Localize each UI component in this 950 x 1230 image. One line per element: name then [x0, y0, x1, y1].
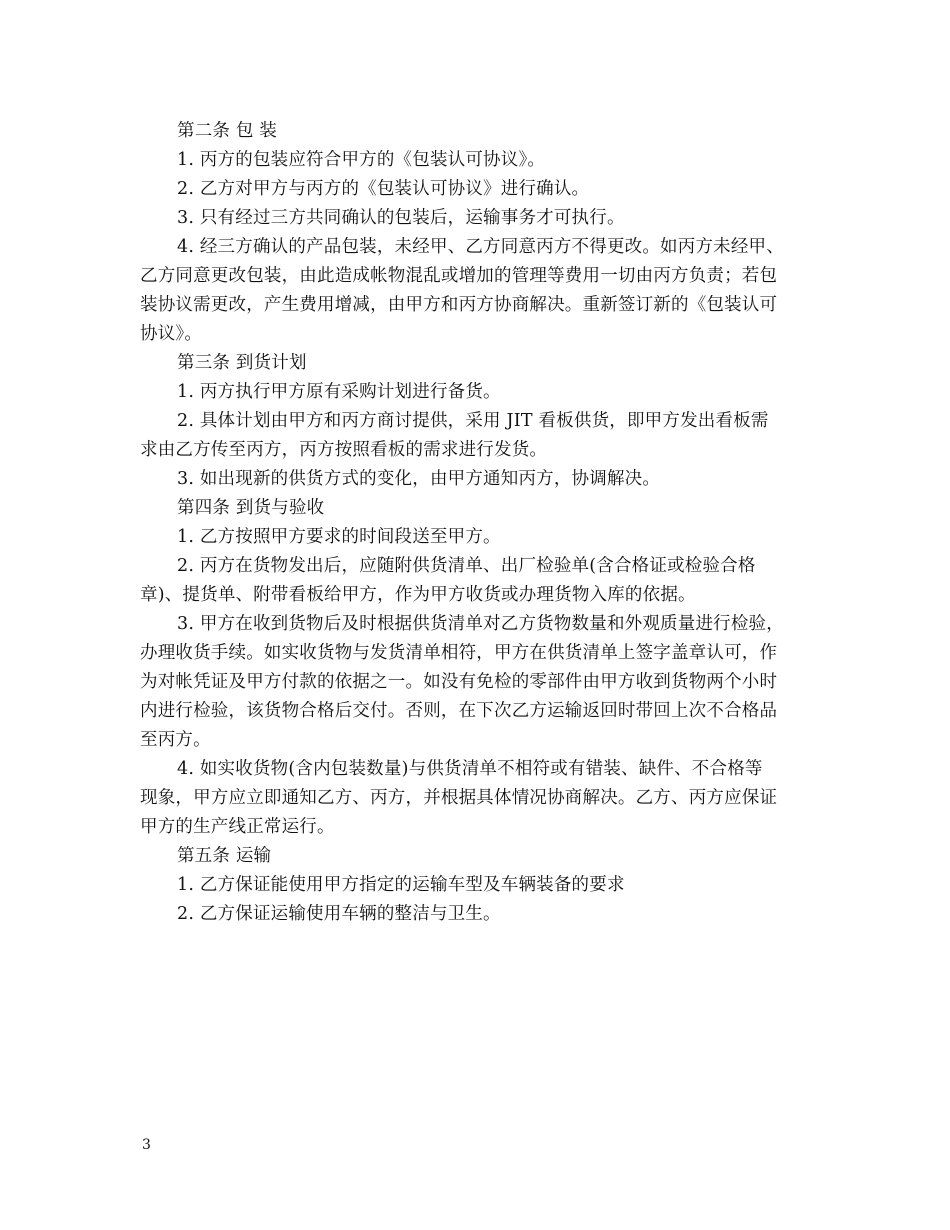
article-4-heading: 第四条 到货与验收 — [177, 498, 325, 518]
article-5-heading: 第五条 运输 — [177, 846, 272, 866]
article-5-item-2: 2. 乙方保证运输使用车辆的整洁与卫生。 — [177, 904, 501, 924]
article-2-item-1: 1. 丙方的包装应符合甲方的《包装认可协议》。 — [177, 150, 546, 170]
article-2-item-3: 3. 只有经过三方共同确认的包装后，运输事务才可执行。 — [177, 208, 625, 228]
article-4-item-4-line-1: 4. 如实收货物(含内包装数量)与供货清单不相符或有错装、缺件、不合格等 — [177, 759, 763, 779]
article-3-item-1: 1. 丙方执行甲方原有采购计划进行备货。 — [177, 382, 501, 402]
document-body — [140, 117, 820, 929]
article-4-item-3-line-3: 为对帐凭证及甲方付款的依据之一。如没有免检的零部件由甲方收到货物两个小时 — [140, 672, 778, 692]
article-4-item-4-line-2: 现象，甲方应立即通知乙方、丙方，并根据具体情况协商解决。乙方、丙方应保证 — [140, 788, 778, 808]
article-4-item-2-line-2: 章)、提货单、附带看板给甲方，作为甲方收货或办理货物入库的依据。 — [140, 585, 696, 605]
article-2-item-4-line-1: 4. 经三方确认的产品包装，未经甲、乙方同意丙方不得更改。如丙方未经甲、 — [177, 237, 784, 257]
article-2-item-4-line-2: 乙方同意更改包装，由此造成帐物混乱或增加的管理等费用一切由丙方负责；若包 — [140, 266, 778, 286]
article-4-item-3-line-5: 至丙方。 — [140, 730, 211, 750]
article-4-item-1: 1. 乙方按照甲方要求的时间段送至甲方。 — [177, 527, 501, 547]
article-2-item-4-line-4: 协议》。 — [140, 324, 203, 344]
article-4-item-3-line-2: 办理收货手续。如实收货物与发货清单相符，甲方在供货清单上签字盖章认可，作 — [140, 643, 778, 663]
article-3-heading: 第三条 到货计划 — [177, 353, 307, 373]
article-3-item-2-line-1: 2. 具体计划由甲方和丙方商讨提供，采用 JIT 看板供货，即甲方发出看板需 — [177, 411, 769, 431]
article-3-item-3: 3. 如出现新的供货方式的变化，由甲方通知丙方，协调解决。 — [177, 469, 661, 489]
article-3-item-2-line-2: 求由乙方传至丙方，丙方按照看板的需求进行发货。 — [140, 440, 548, 460]
article-4-item-3-line-4: 内进行检验，该货物合格后交付。否则，在下次乙方运输返回时带回上次不合格品 — [140, 701, 778, 721]
article-5-item-1: 1. 乙方保证能使用甲方指定的运输车型及车辆装备的要求 — [177, 875, 625, 895]
article-2-item-2: 2. 乙方对甲方与丙方的《包装认可协议》进行确认。 — [177, 179, 590, 199]
article-4-item-2-line-1: 2. 丙方在货物发出后，应随附供货清单、出厂检验单(含合格证或检验合格 — [177, 556, 756, 576]
article-4-item-4-line-3: 甲方的生产线正常运行。 — [140, 817, 335, 837]
page-number: 3 — [142, 1137, 151, 1153]
article-2-heading: 第二条 包 装 — [177, 121, 278, 141]
article-4-item-3-line-1: 3. 甲方在收到货物后及时根据供货清单对乙方货物数量和外观质量进行检验， — [177, 614, 784, 634]
article-2-item-4-line-3: 装协议需更改，产生费用增减，由甲方和丙方协商解决。重新签订新的《包装认可 — [140, 295, 778, 315]
